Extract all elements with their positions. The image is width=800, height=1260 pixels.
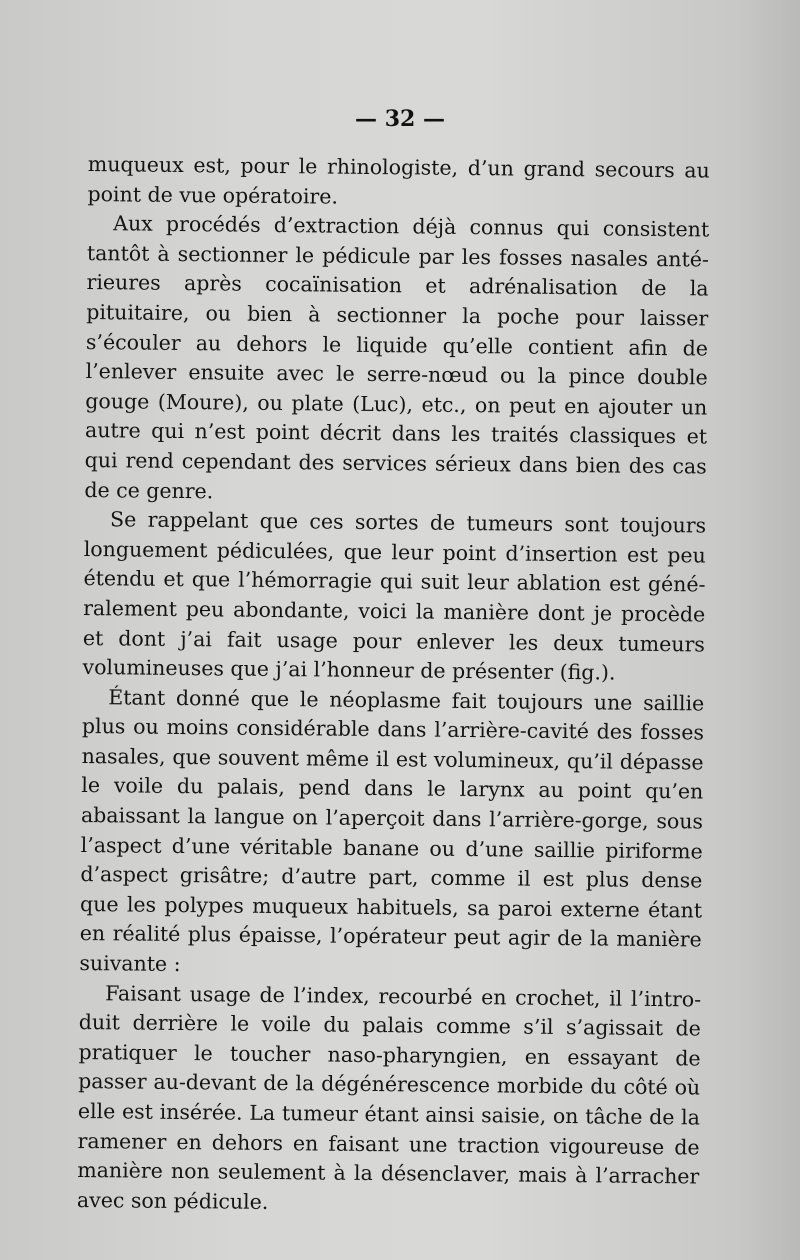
body-text xyxy=(77,150,710,1222)
paragraph-3: Se rappelant que ces sortes de tumeurs sont toujours longuement pédiculées, que leur point d’insertion est peu étendu et que l’hémorragie qui suit leur ablation est généralement peu abondante, voici la manière dont je procède et dont j’ai fait usage pour enlever les deux tumeurs volumineuses que j’ai l’honneur de présenter (fig.). xyxy=(82,507,707,685)
paragraph-1: muqueux est, pour le rhinologiste, d’un grand secours au point de vue opératoire. xyxy=(87,151,710,209)
page-number: — 32 — xyxy=(355,106,445,132)
paragraph-5: Faisant usage de l’index, recourbé en crochet, il l’introduit derrière le voile du palais comme s’il s’agissait de pratiquer le toucher naso-pharyngien, en essayant de passer au-devant de la dégénérescence morbide du côté où elle est insérée. La tumeur étant ainsi saisie, on tâche de la ramener en dehors en faisant une traction vigoureuse de manière non seulement à la désenclaver, mais à l’arracher avec son pédicule. xyxy=(76,980,702,1214)
paragraph-2: Aux procédés d’extraction déjà connus qui consistent tantôt à sectionner le pédicule par les fosses nasales antérieures après cocaïnisation et adrénalisation de la pituitaire, ou bien à sectionner la poche pour laisser s’écouler au dehors le liquide qu’elle contient afin de l’enlever ensuite avec le serre-nœud ou la pince double gouge (Moure), ou plate (Luc), etc., on peut en ajouter un autre qui n’est point décrit dans les traités classiques et qui rend cependant des services sérieux dans bien des cas de ce genre. xyxy=(84,211,710,503)
paragraph-4: Étant donné que le néoplasme fait toujours une saillie plus ou moins considérable dans l’arrière-cavité des fosses nasales, que souvent même il est volumineux, qu’il dépasse le voile du palais, pend dans le larynx au point qu’en abaissant la langue on l’aperçoit dans l’arrière-gorge, sous l’aspect d’une véritable banane ou d’une saillie piriforme d’aspect grisâtre; d’autre part, comme il est plus dense que les polypes muqueux habituels, sa paroi externe étant en réalité plus épaisse, l’opérateur peut agir de la manière suivante : xyxy=(79,684,705,977)
